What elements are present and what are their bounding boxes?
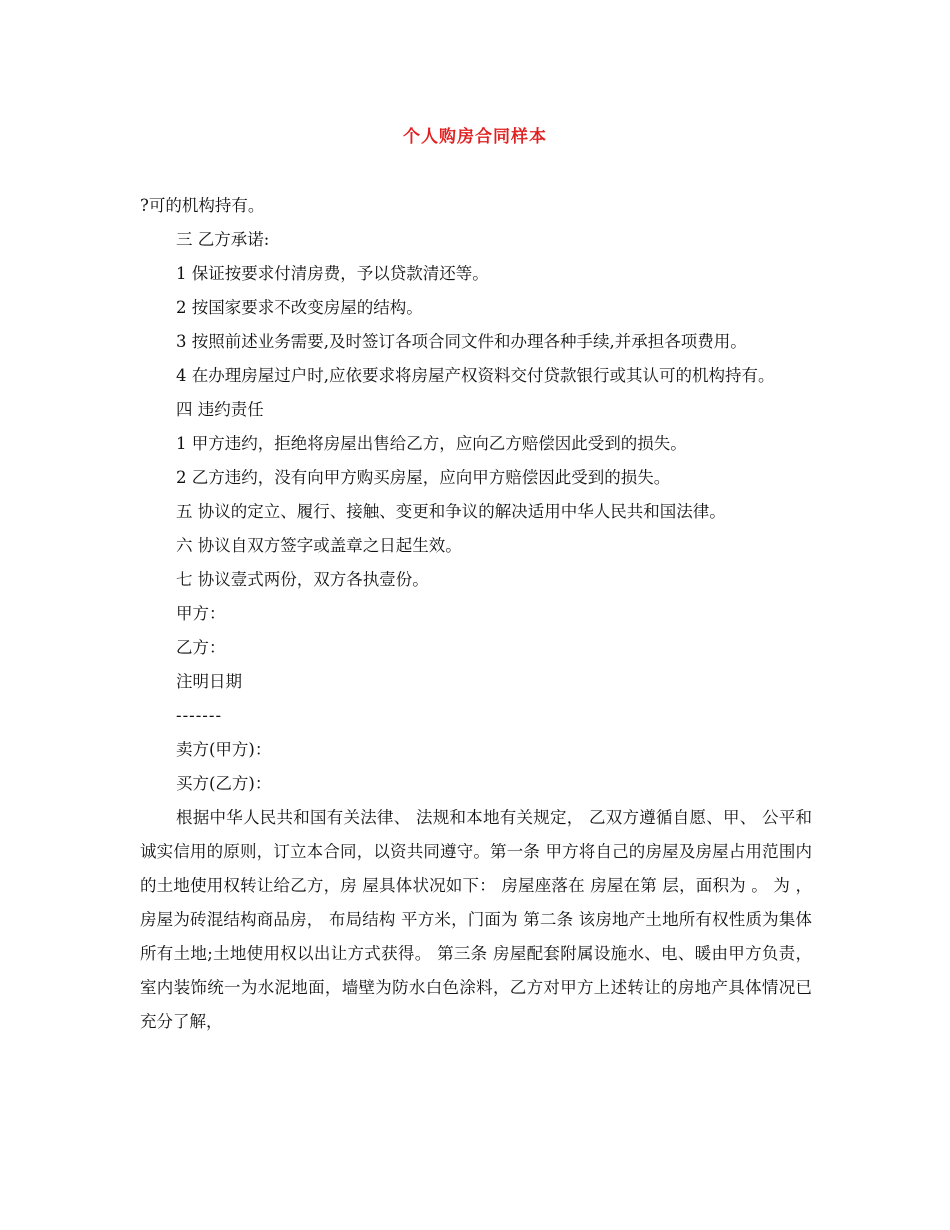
body-line: 2 按国家要求不改变房屋的结构。 [176,298,423,317]
buyer-label: 买方(乙方)： [176,774,272,793]
document-body [140,189,812,1039]
body-line: 3 按照前述业务需要,及时签订各项合同文件和办理各种手续,并承担各项费用。 [176,332,747,351]
party-b-label: 乙方： [176,638,226,657]
section-heading-four: 四 违约责任 [176,400,264,419]
date-label: 注明日期 [176,672,242,691]
party-a-label: 甲方： [176,604,226,623]
body-line: 1 甲方违约，拒绝将房屋出售给乙方，应向乙方赔偿因此受到的损失。 [176,434,687,453]
body-paragraph: 4 在办理房屋过户时,应依要求将房屋产权资料交付贷款银行或其认可的机构持有。 [176,366,775,385]
section-heading-three: 三 乙方承诺: [176,230,270,249]
body-line: 1 保证按要求付清房费，予以贷款清还等。 [176,264,489,283]
body-line: ?可的机构持有。 [140,196,265,215]
separator-dashes: ------- [176,706,223,725]
seller-label: 卖方(甲方)： [176,740,272,759]
document-title: 个人购房合同样本 [403,127,547,147]
contract-paragraph: 根据中华人民共和国有关法律、 法规和本地有关规定， 乙双方遵循自愿、甲、 公平和诚实信用的原则，订立本合同，以资共同遵守。第一条 甲方将自己的房屋及房屋占用范围内的土地使用权转让给乙方，房 屋具体状况如下： 房屋座落在 房屋在第 层，面积为 。 为 ，房屋为砖混结构商品房， 布局结构 平方米，门面为 第二条 该房地产土地所有权性质为集体所有土地;土地使用权以出让方式获得。 第三条 房屋配套附属设施水、电、暖由甲方负责，室内装饰统一为水泥地面，墙壁为防水白色涂料，乙方对甲方上述转让的房地产具体情况已充分了解， [140,808,812,1031]
section-heading-five: 五 协议的定立、履行、接触、变更和争议的解决适用中华人民共和国法律。 [176,502,726,521]
section-heading-seven: 七 协议壹式两份，双方各执壹份。 [176,570,429,589]
body-line: 2 乙方违约，没有向甲方购买房屋，应向甲方赔偿因此受到的损失。 [176,468,671,487]
section-heading-six: 六 协议自双方签字或盖章之日起生效。 [176,536,462,555]
